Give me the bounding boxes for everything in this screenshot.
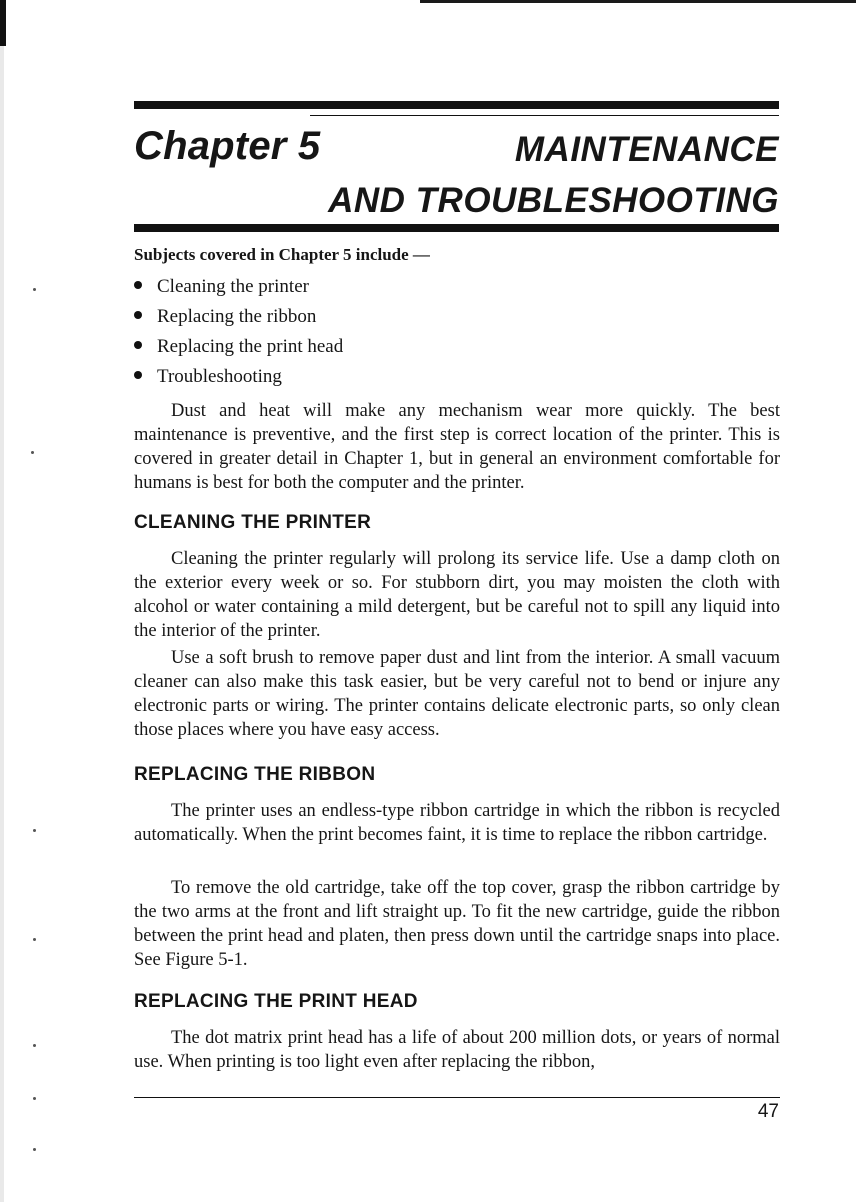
scan-speck xyxy=(33,288,36,291)
paragraph: Use a soft brush to remove paper dust and lint from the interior. A small vacuum cleaner can also make this task easier, but be very careful not to bend or injure any electronic parts or wiring. The printer contains delicate electronic parts, so only clean those places where you have easy access. xyxy=(134,648,780,740)
chapter-label: Chapter 5 xyxy=(134,124,321,168)
scan-speck xyxy=(33,1148,36,1151)
list-item-text: Replacing the print head xyxy=(157,336,344,357)
scan-speck xyxy=(33,938,36,941)
header-rule-bottom xyxy=(134,224,779,232)
scan-left-mark xyxy=(0,0,6,46)
paragraph: To remove the old cartridge, take off the top cover, grasp the ribbon cartridge by the two arms at the front and lift straight up. To fit the new cartridge, guide the ribbon between the print head and platen, then press down until the cartridge snaps into place. See Figure 5-1. xyxy=(134,878,780,970)
heading-cleaning: CLEANING THE PRINTER xyxy=(134,512,372,533)
chapter-title-line2: AND TROUBLESHOOTING xyxy=(328,181,779,220)
chapter-title-line1: MAINTENANCE xyxy=(514,130,779,169)
scan-speck xyxy=(31,451,34,454)
list-item xyxy=(134,275,343,305)
paragraph: The printer uses an endless-type ribbon cartridge in which the ribbon is recycled automatically. When the print becomes faint, it is time to replace the ribbon cartridge. xyxy=(134,801,780,845)
scan-speck xyxy=(33,1097,36,1100)
list-item-text: Cleaning the printer xyxy=(157,276,309,297)
header-rule-thin xyxy=(310,115,779,116)
bullet-icon xyxy=(134,281,142,289)
paragraph: Cleaning the printer regularly will prolong its service life. Use a damp cloth on the exterior every week or so. For stubborn dirt, you may moisten the cloth with alcohol or water containing a mild detergent, but be careful not to spill any liquid into the interior of the printer. xyxy=(134,549,780,641)
scan-speck xyxy=(33,829,36,832)
subjects-intro: Subjects covered in Chapter 5 include — xyxy=(134,245,430,264)
heading-ribbon: REPLACING THE RIBBON xyxy=(134,764,376,785)
scan-left-edge xyxy=(0,0,4,1202)
header-rule-top xyxy=(134,101,779,109)
scan-top-line xyxy=(420,0,856,3)
footer-rule xyxy=(134,1097,780,1098)
list-item-text: Replacing the ribbon xyxy=(157,306,317,327)
scan-speck xyxy=(33,1044,36,1047)
list-item xyxy=(134,305,343,335)
list-item xyxy=(134,335,343,365)
heading-print-head: REPLACING THE PRINT HEAD xyxy=(134,991,418,1012)
page-number: 47 xyxy=(757,1101,779,1122)
intro-paragraph: Dust and heat will make any mechanism wear more quickly. The best maintenance is preventive, and the first step is correct location of the printer. This is covered in greater detail in Chapter 1, but in general an environment comfortable for humans is best for both the computer and the printer. xyxy=(134,401,780,493)
paragraph: The dot matrix print head has a life of about 200 million dots, or years of normal use. When printing is too light even after replacing the ribbon, xyxy=(134,1028,780,1072)
list-item xyxy=(134,365,343,395)
bullet-icon xyxy=(134,311,142,319)
list-item-text: Troubleshooting xyxy=(157,366,282,387)
subjects-list xyxy=(134,275,343,395)
bullet-icon xyxy=(134,341,142,349)
bullet-icon xyxy=(134,371,142,379)
